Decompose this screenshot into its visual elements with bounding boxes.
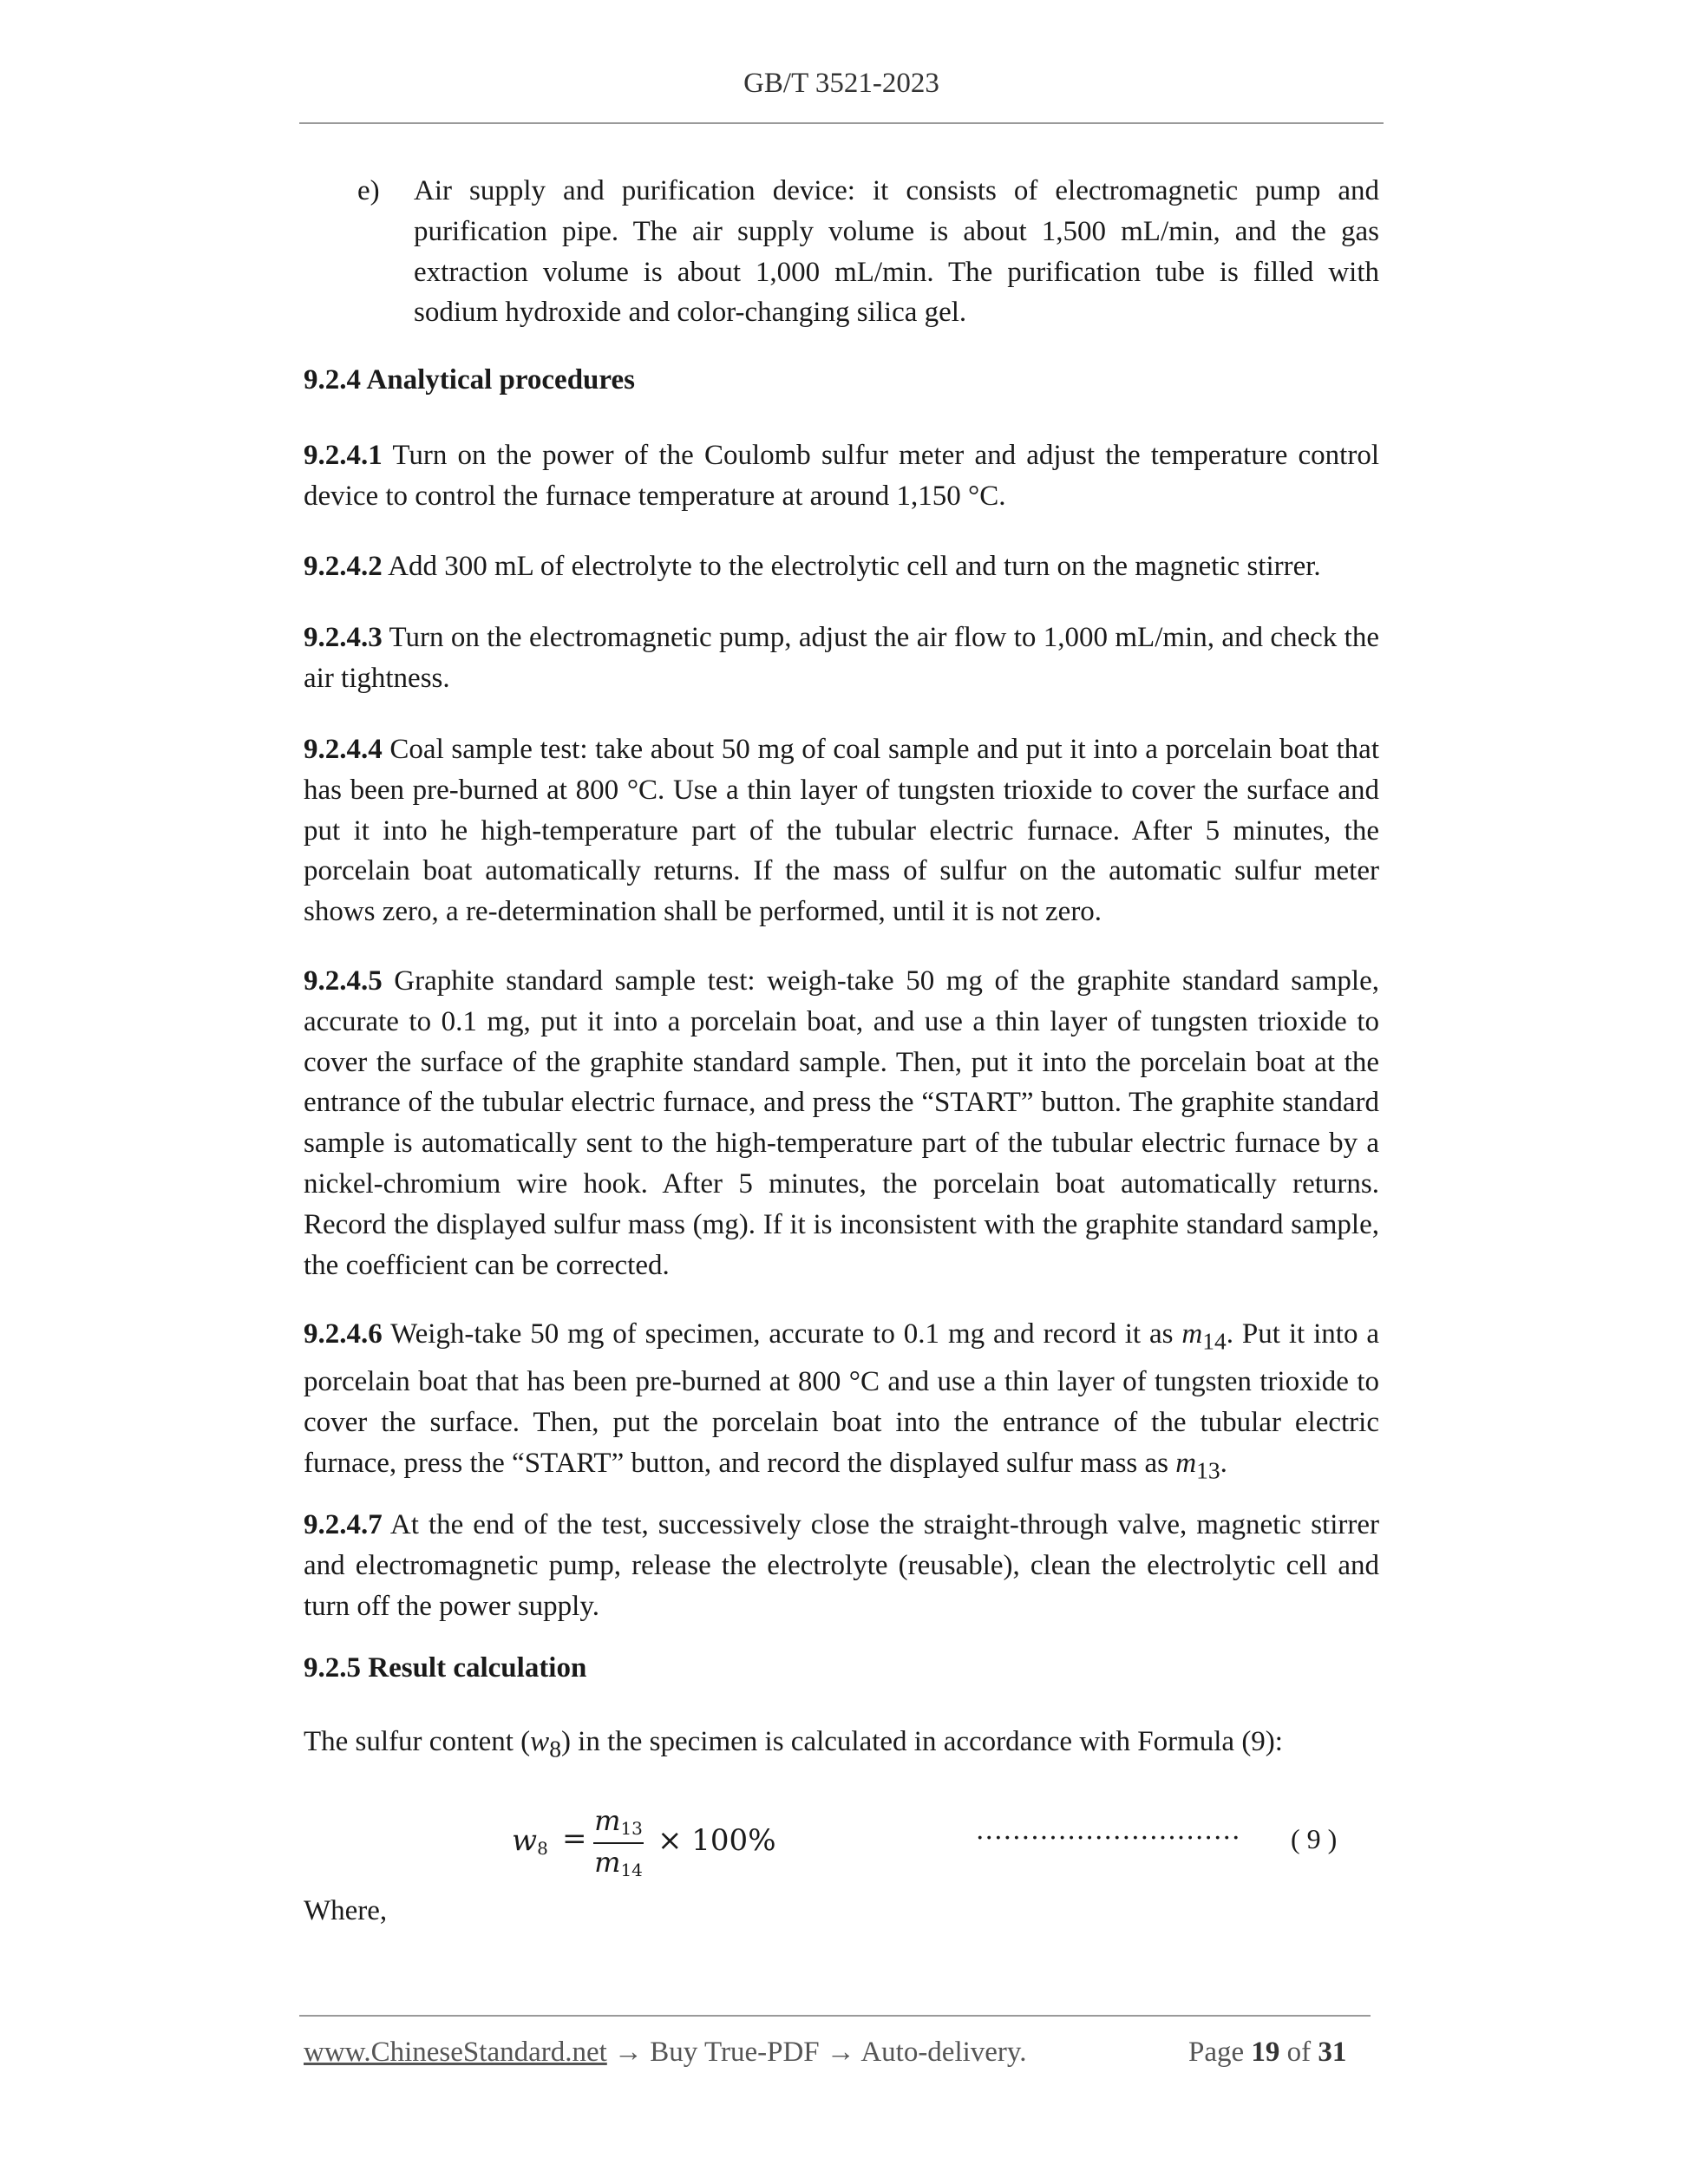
of-label: of bbox=[1279, 2037, 1318, 2068]
formula-equals: = bbox=[562, 1821, 587, 1856]
clause-text: Turn on the electromagnetic pump, adjust the air flow to 1,000 mL/min, and check the air tightness. bbox=[304, 622, 1379, 694]
formula-number: ( 9 ) bbox=[1291, 1823, 1338, 1854]
where-label: Where, bbox=[304, 1895, 388, 1926]
clause-number: 9.2.4.2 bbox=[304, 551, 383, 582]
variable-m: m bbox=[1181, 1318, 1203, 1350]
clause-number: 9.2.4.1 bbox=[304, 440, 383, 471]
section-heading-9-2-4: 9.2.4 Analytical procedures bbox=[304, 364, 635, 396]
paragraph-9-2-4-3 bbox=[304, 618, 1379, 699]
variable-subscript: 8 bbox=[549, 1735, 561, 1762]
variable-subscript: 13 bbox=[1196, 1456, 1220, 1484]
variable-w: w bbox=[530, 1726, 550, 1757]
fraction-numerator bbox=[592, 1804, 645, 1842]
paragraph-9-2-4-7 bbox=[304, 1505, 1379, 1626]
clause-text: Coal sample test: take about 50 mg of coal sample and put it into a porcelain boat that has been pre-burned at 800 °C. Use a thin layer of tungsten trioxide to cover the surface and put it into he high-temperature part of the tubular electric furnace. After 5 minutes, the porcelain boat automatically returns. If the mass of sulfur on the automatic sulfur meter shows zero, a re-determination shall be performed, until it is not zero. bbox=[304, 734, 1379, 928]
paragraph-9-2-4-6 bbox=[304, 1314, 1379, 1491]
list-item-e bbox=[304, 171, 1379, 333]
website-link[interactable]: www.ChineseStandard.net bbox=[304, 2037, 607, 2068]
formula-9 bbox=[512, 1804, 1379, 1882]
clause-text: Weigh-take 50 mg of specimen, accurate to 0.1 mg and record it as bbox=[382, 1318, 1182, 1350]
arrow-icon: → bbox=[819, 2037, 861, 2068]
intro-text: ) in the specimen is calculated in accordance with Formula (9): bbox=[560, 1726, 1283, 1757]
paragraph-9-2-4-2 bbox=[304, 546, 1379, 587]
intro-text: The sulfur content ( bbox=[304, 1726, 531, 1757]
document-header: GB/T 3521-2023 bbox=[743, 68, 939, 99]
formula-lhs bbox=[512, 1823, 548, 1859]
list-marker: e) bbox=[357, 175, 380, 206]
formula-multiplier: × 100% bbox=[658, 1823, 776, 1858]
numerator-sub: 13 bbox=[620, 1818, 643, 1839]
page-total: 31 bbox=[1318, 2037, 1347, 2068]
formula-leader-dots: ····························· bbox=[976, 1823, 1241, 1854]
formula-lhs-var: w bbox=[512, 1823, 538, 1858]
variable-m: m bbox=[1175, 1447, 1197, 1479]
clause-text: . bbox=[1220, 1447, 1227, 1479]
auto-delivery-text: Auto-delivery. bbox=[860, 2037, 1027, 2068]
variable-subscript: 14 bbox=[1202, 1327, 1227, 1355]
buy-pdf-text: Buy True-PDF bbox=[650, 2037, 820, 2068]
arrow-icon: → bbox=[606, 2037, 651, 2068]
page-indicator bbox=[1188, 2037, 1346, 2069]
clause-number: 9.2.4.4 bbox=[304, 734, 383, 765]
page-label: Page bbox=[1188, 2037, 1252, 2068]
clause-number: 9.2.4.7 bbox=[304, 1509, 383, 1540]
paragraph-9-2-4-1 bbox=[304, 435, 1379, 517]
clause-text: At the end of the test, successively close the straight-through valve, magnetic stirrer and electromagnetic pump, release the electrolyte (reusable), clean the electrolytic cell and turn off the power supply. bbox=[304, 1509, 1379, 1622]
clause-text: Add 300 mL of electrolyte to the electrolytic cell and turn on the magnetic stirrer. bbox=[382, 551, 1321, 582]
clause-text: Graphite standard sample test: weigh-take 50 mg of the graphite standard sample, accurate to 0.1 mg, put it into a porcelain boat, and use a thin layer of tungsten trioxide to cover the surface of the graphite standard sample. Then, put it into the porcelain boat at the entrance of the tubular electric furnace, and press the “START” button. The graphite standard sample is automatically sent to the high-temperature part of the tubular electric furnace by a nickel-chromium wire hook. After 5 minutes, the porcelain boat automatically returns. Record the displayed sulfur mass (mg). If it is inconsistent with the graphite standard sample, the coefficient can be corrected. bbox=[304, 965, 1379, 1281]
clause-number: 9.2.4.3 bbox=[304, 622, 383, 653]
numerator-var: m bbox=[594, 1804, 621, 1837]
denominator-sub: 14 bbox=[620, 1860, 643, 1880]
formula-fraction bbox=[592, 1804, 645, 1884]
fraction-denominator bbox=[592, 1844, 645, 1884]
denominator-var: m bbox=[594, 1846, 621, 1879]
clause-number: 9.2.4.5 bbox=[304, 965, 383, 997]
formula-lhs-sub: 8 bbox=[537, 1838, 548, 1859]
page-number: 19 bbox=[1251, 2037, 1280, 2068]
clause-number: 9.2.4.6 bbox=[304, 1318, 383, 1350]
footer-divider bbox=[299, 2015, 1371, 2017]
clause-text: Turn on the power of the Coulomb sulfur meter and adjust the temperature control device to control the furnace temperature at around 1,150 °C. bbox=[304, 440, 1379, 512]
header-divider bbox=[299, 122, 1384, 124]
footer-promo bbox=[304, 2037, 1027, 2069]
list-item-text: Air supply and purification device: it consists of electromagnetic pump and purification pipe. The air supply volume is about 1,500 mL/min, and the gas extraction volume is about 1,000 mL/min. The purification tube is filled with sodium hydroxide and color-changing silica gel. bbox=[414, 175, 1379, 329]
clause-text: . Put it into a porcelain boat that has been pre-burned at 800 °C and use a thin layer of tungsten trioxide to cover the surface. Then, put the porcelain boat into the entrance of the tubular electric furnace, press the “START” button, and record the displayed sulfur mass as bbox=[304, 1318, 1379, 1479]
formula-intro bbox=[304, 1722, 1379, 1769]
paragraph-9-2-4-4 bbox=[304, 729, 1379, 932]
section-heading-9-2-5: 9.2.5 Result calculation bbox=[304, 1652, 587, 1684]
paragraph-9-2-4-5 bbox=[304, 961, 1379, 1285]
